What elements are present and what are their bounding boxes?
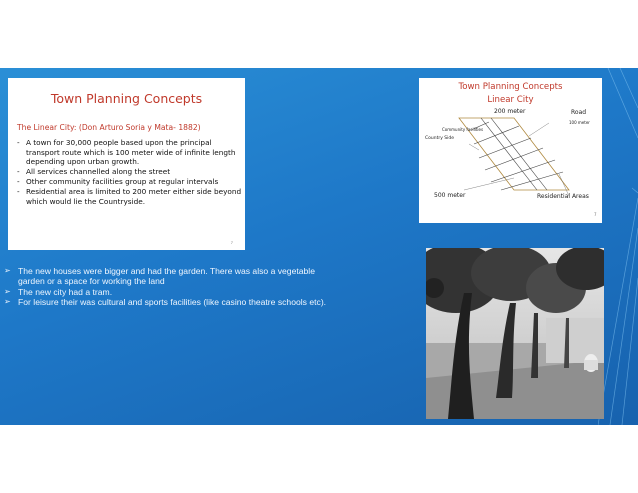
label-bottom-width: 500 meter <box>434 192 466 199</box>
bullet-text: The new city had a tram. <box>18 286 113 297</box>
label-residential: Residential Areas <box>537 193 589 200</box>
label-road-width: 100 meter <box>569 120 590 125</box>
diagram-title: Town Planning Concepts <box>458 82 563 92</box>
town-planning-text-card <box>8 78 245 250</box>
page-number: 7 <box>230 240 233 245</box>
label-country-side: Country Side <box>425 136 455 141</box>
bullet-list <box>4 266 344 307</box>
bullet-text: The new houses were bigger and had the garden. There was also a vegetable garden or a space for working the land <box>18 266 316 287</box>
decorative-lines <box>598 68 638 425</box>
arrow-bullet-icon: ➢ <box>4 266 11 275</box>
bullet-text: For leisure their was cultural and sports facilities (like casino theatre schools etc). <box>18 296 327 307</box>
diagram-subtitle: Linear City <box>487 95 534 105</box>
card-subtitle: The Linear City: (Don Arturo Soria y Mata- 1882) <box>17 123 201 132</box>
list-item: - All services channelled along the street <box>17 167 242 177</box>
label-community: Community facilities <box>442 127 484 132</box>
list-item: - Other community facilities group at regular intervals <box>17 177 242 187</box>
linear-city-diagram-card <box>419 78 602 223</box>
bullet-item <box>4 297 344 307</box>
linear-city-diagram <box>419 78 602 223</box>
card-title: Town Planning Concepts <box>50 91 203 106</box>
arrow-bullet-icon: ➢ <box>4 286 11 296</box>
list-item: - Residential area is limited to 200 meter either side beyond which would lie the Countryside. <box>17 187 242 206</box>
arrow-bullet-icon: ➢ <box>4 296 11 306</box>
label-top-width: 200 meter <box>494 108 526 115</box>
bullet-item <box>4 266 344 287</box>
list-item: - A town for 30,000 people based upon the principal transport route which is 100 meter wide of infinite length depending upon urban growth. <box>17 138 242 167</box>
bullet-item <box>4 287 344 297</box>
page-number: 7 <box>594 212 597 217</box>
historic-street-photo <box>426 248 604 419</box>
card-list <box>17 138 242 207</box>
slide-background <box>0 68 638 425</box>
label-road: Road <box>571 109 587 116</box>
